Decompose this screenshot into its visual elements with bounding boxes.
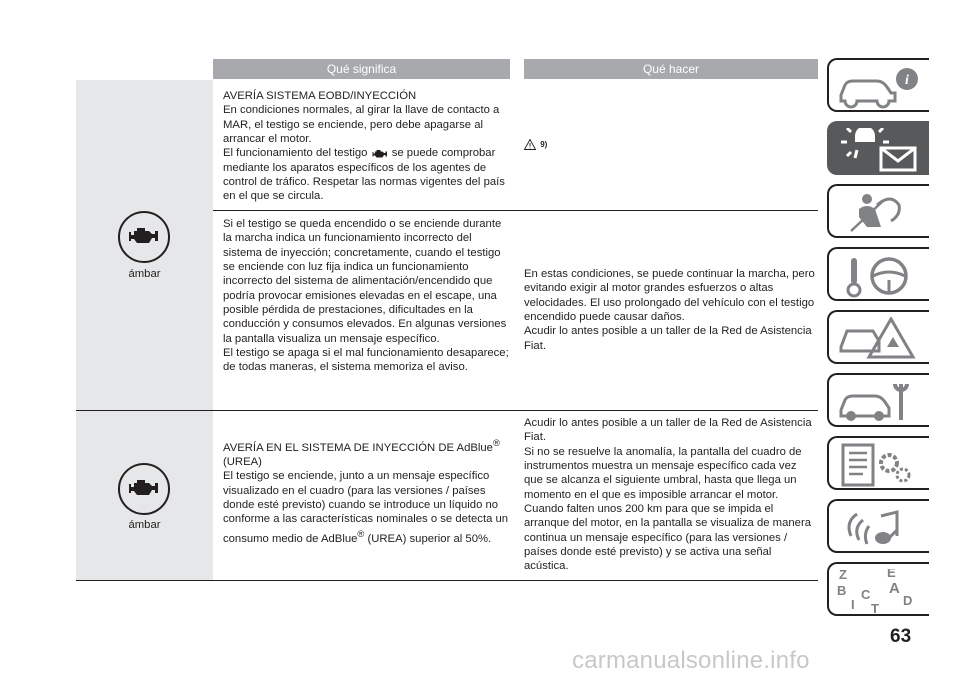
specifications-icon bbox=[837, 443, 923, 487]
index-icon bbox=[837, 569, 923, 613]
action-text: Acudir lo antes posible a un taller de la Red de Asistencia Fiat. bbox=[524, 325, 812, 352]
car-info-icon bbox=[837, 65, 923, 109]
tab-starting-driving[interactable] bbox=[827, 247, 929, 301]
action-cell bbox=[524, 267, 816, 353]
action-text: Acudir lo antes posible a un taller de la Red de Asistencia Fiat. bbox=[524, 417, 812, 444]
meaning-text: El testigo se enciende, junto a un mensaje específico visualizado en el cuadro (para las versiones / países donde esté previsto) cuando se introduce un líquido no conforme a las características nominales o se detecta un consumo medio de AdBlue® (UREA) superior al 50%. bbox=[223, 470, 509, 545]
meaning-text: En condiciones normales, al girar la llave de contacto a MAR, el testigo se enciende, pero debe apagarse al arrancar el motor. bbox=[223, 104, 500, 146]
meaning-text: Si el testigo se queda encendido o se enciende durante la marcha indica un funcionamiento incorrecto del sistema de inyección; concretamente, cuando el testigo se enciende con luz fija indica un funcionamiento incorrecto del sistema de alimentación/encendido que podría provocar emisiones elevadas en el escape, una posible pérdida de prestaciones, dificultades en la conducción y consumos elevados. En algunas versiones la pantalla visualiza un mensaje específico. bbox=[223, 218, 507, 345]
tab-emergency[interactable] bbox=[827, 310, 929, 364]
car-service-icon bbox=[837, 380, 923, 424]
meaning-cell bbox=[223, 217, 511, 375]
tab-technical-data[interactable] bbox=[827, 436, 929, 490]
meaning-text: El testigo se apaga si el mal funcionamiento desaparece; de todas maneras, el sistema memoriza el aviso. bbox=[223, 347, 509, 374]
tab-index[interactable] bbox=[827, 562, 929, 616]
index-letter: I bbox=[851, 597, 855, 612]
steering-key-icon bbox=[837, 254, 923, 298]
index-letter: C bbox=[861, 587, 871, 602]
engine-warning-icon bbox=[371, 148, 389, 159]
note-reference: 9) bbox=[524, 139, 547, 150]
fault-title: AVERÍA SISTEMA EOBD/INYECCIÓN bbox=[223, 90, 417, 102]
meaning-text: El funcionamiento del testigo se puede comprobar mediante los aparatos específicos de los agentes de control de tráfico. Respetar las normas vigentes del país en el que se circula. bbox=[223, 147, 505, 203]
fault-title: AVERÍA EN EL SISTEMA DE INYECCIÓN DE AdBlue® bbox=[223, 437, 500, 454]
row-divider bbox=[213, 210, 818, 211]
index-letter: Z bbox=[839, 569, 847, 582]
index-letter: D bbox=[903, 593, 913, 608]
fault-title: (UREA) bbox=[223, 456, 262, 469]
header-meaning: Qué significa bbox=[213, 59, 510, 79]
warning-triangle-icon bbox=[524, 139, 536, 150]
tab-service-maintenance[interactable] bbox=[827, 373, 929, 427]
engine-warning-icon bbox=[118, 463, 170, 515]
warning-lights-icon bbox=[837, 128, 923, 172]
emergency-icon bbox=[837, 317, 923, 361]
tab-car-info[interactable] bbox=[827, 58, 929, 112]
tab-warning-lights[interactable] bbox=[827, 121, 929, 175]
header-action: Qué hacer bbox=[524, 59, 818, 79]
meaning-cell bbox=[223, 89, 511, 204]
action-text: Si no se resuelve la anomalía, la pantalla del cuadro de instrumentos muestra un mensaje específico cada vez que se alcanza el siguiente umbral, hasta que llega un momento en el que es imposible arrancar el motor. Cuando falten unos 200 km para que se impida el arranque del motor, en la pantalla se visualiza de manera continua un mensaje específico (para las versiones / países donde esté previsto) y se activa una señal acústica. bbox=[524, 445, 811, 573]
index-letter: B bbox=[837, 583, 847, 598]
table-bottom-line bbox=[76, 580, 818, 581]
color-label: ámbar bbox=[128, 268, 161, 280]
tab-safety[interactable] bbox=[827, 184, 929, 238]
row-divider bbox=[76, 410, 818, 411]
multimedia-icon bbox=[837, 506, 923, 550]
action-text: En estas condiciones, se puede continuar la marcha, pero evitando exigir al motor grandes esfuerzos o altas velocidades. El uso prolongado del vehículo con el testigo encendido puede causar daños. bbox=[524, 268, 815, 324]
tab-multimedia[interactable] bbox=[827, 499, 929, 553]
color-label: ámbar bbox=[128, 519, 161, 531]
index-letter: A bbox=[889, 580, 900, 597]
svg-text:i: i bbox=[905, 73, 909, 88]
index-letter: T bbox=[871, 601, 879, 613]
airbag-seatbelt-icon bbox=[837, 191, 923, 235]
index-letter: E bbox=[887, 569, 896, 580]
engine-warning-icon bbox=[118, 211, 170, 263]
action-cell bbox=[524, 416, 816, 574]
page-number: 63 bbox=[890, 626, 912, 647]
meaning-cell bbox=[223, 436, 513, 546]
watermark: carmanualsonline.info bbox=[572, 647, 810, 674]
